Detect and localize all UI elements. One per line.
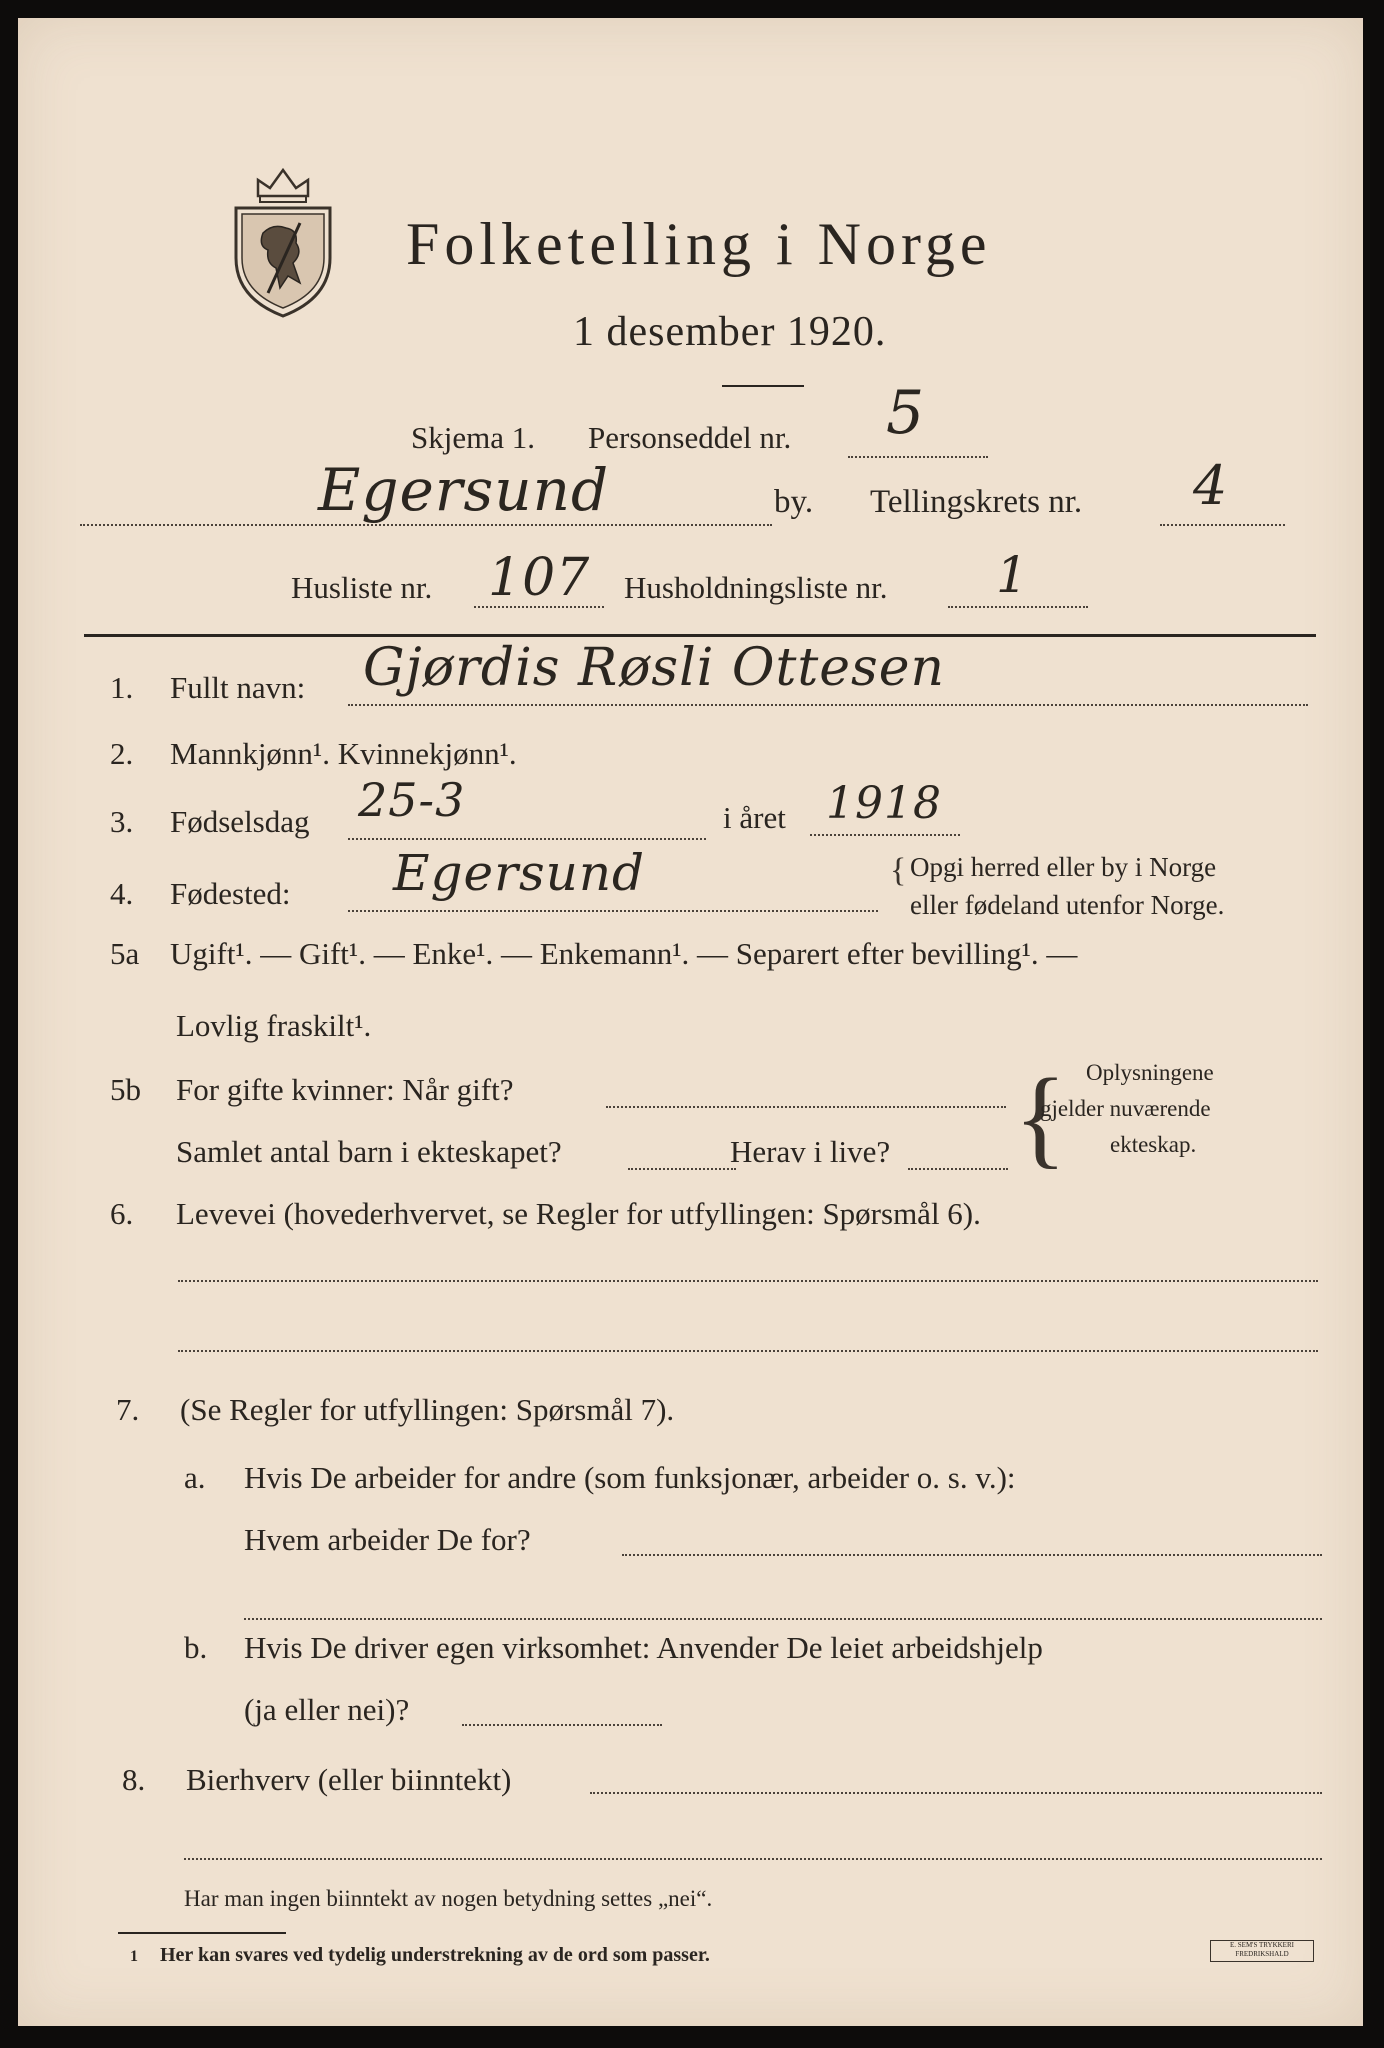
q1-number: 1. bbox=[110, 670, 134, 705]
q7a-field-line-1 bbox=[622, 1554, 1322, 1556]
q2-number: 2. bbox=[110, 736, 134, 771]
q7-number: 7. bbox=[116, 1392, 140, 1427]
census-date: 1 desember 1920. bbox=[573, 309, 887, 355]
husholdning-label: Husholdningsliste nr. bbox=[624, 570, 888, 605]
q5b-note-line2: gjelder nuværende bbox=[1040, 1096, 1211, 1121]
q8-number: 8. bbox=[122, 1762, 146, 1797]
q2-label: Mannkjønn¹. Kvinnekjønn¹. bbox=[170, 736, 517, 771]
footnote-number: 1 bbox=[130, 1948, 138, 1965]
q4-note-line2: eller fødeland utenfor Norge. bbox=[910, 890, 1225, 920]
form-title: Folketelling i Norge bbox=[406, 211, 992, 277]
husholdning-field-line bbox=[948, 606, 1088, 608]
printer-mark: E. SEM'S TRYKKERI FREDRIKSHALD bbox=[1210, 1940, 1314, 1962]
q5b-children-field-line bbox=[628, 1168, 736, 1170]
q5b-note-line1: Oplysningene bbox=[1086, 1060, 1214, 1085]
q3-year-value[interactable]: 1918 bbox=[826, 778, 942, 829]
q4-birthplace-value[interactable]: Egersund bbox=[393, 844, 646, 902]
q3-day-field-line bbox=[348, 838, 706, 840]
q5b-label-married: For gifte kvinner: Når gift? bbox=[176, 1072, 514, 1107]
q6-number: 6. bbox=[110, 1196, 134, 1231]
personseddel-value[interactable]: 5 bbox=[886, 378, 926, 448]
husliste-label: Husliste nr. bbox=[291, 570, 433, 605]
skjema-label: Skjema 1. bbox=[411, 420, 535, 455]
q1-label: Fullt navn: bbox=[170, 670, 306, 705]
q3-label: Fødselsdag bbox=[170, 804, 310, 839]
by-label: by. bbox=[774, 484, 814, 520]
q6-field-line-1 bbox=[178, 1280, 1318, 1282]
footnote-rule bbox=[118, 1932, 286, 1934]
q6-label: Levevei (hovederhvervet, se Regler for utfyllingen: Spørsmål 6). bbox=[176, 1196, 981, 1231]
q7a-field-line-2 bbox=[244, 1618, 1322, 1620]
q7a-letter: a. bbox=[184, 1460, 206, 1495]
q5b-label-children: Samlet antal barn i ekteskapet? bbox=[176, 1134, 562, 1169]
q7a-line2: Hvem arbeider De for? bbox=[244, 1522, 531, 1557]
header-rule bbox=[84, 634, 1316, 637]
q5b-label-alive: Herav i live? bbox=[730, 1134, 891, 1169]
q4-number: 4. bbox=[110, 876, 134, 911]
q5b-note-line3: ekteskap. bbox=[1110, 1132, 1197, 1157]
q5a-number: 5a bbox=[110, 936, 140, 971]
q3-year-field-line bbox=[810, 834, 960, 836]
q8-field-line-2 bbox=[184, 1858, 1322, 1860]
husholdning-value[interactable]: 1 bbox=[996, 546, 1029, 604]
city-field-line bbox=[80, 524, 772, 526]
personseddel-field-line bbox=[848, 456, 988, 458]
coat-of-arms-icon bbox=[228, 158, 338, 318]
q4-note-brace: { bbox=[890, 852, 907, 889]
q5b-note-brace: { bbox=[1014, 1056, 1067, 1178]
personseddel-label: Personseddel nr. bbox=[588, 420, 792, 455]
footnote-text: Her kan svares ved tydelig understrekning av de ord som passer. bbox=[160, 1944, 710, 1966]
tellingskrets-label: Tellingskrets nr. bbox=[870, 484, 1083, 520]
biinntekt-note: Har man ingen biinntekt av nogen betydning settes „nei“. bbox=[184, 1886, 713, 1911]
q5b-married-field-line bbox=[606, 1106, 1006, 1108]
q5b-alive-field-line bbox=[908, 1168, 1008, 1170]
q7a-line1: Hvis De arbeider for andre (som funksjonær, arbeider o. s. v.): bbox=[244, 1460, 1016, 1495]
q7b-line1: Hvis De driver egen virksomhet: Anvender De leiet arbeidshjelp bbox=[244, 1630, 1043, 1665]
q5a-line1: Ugift¹. — Gift¹. — Enke¹. — Enkemann¹. — Separert efter bevilling¹. — bbox=[170, 936, 1078, 971]
q8-label: Bierhverv (eller biinntekt) bbox=[186, 1762, 512, 1797]
q7-label: (Se Regler for utfyllingen: Spørsmål 7). bbox=[180, 1392, 675, 1427]
q4-field-line bbox=[348, 910, 878, 912]
q7b-line2: (ja eller nei)? bbox=[244, 1692, 410, 1727]
q3-year-label: i året bbox=[723, 800, 786, 835]
q3-day-value[interactable]: 25-3 bbox=[358, 773, 466, 827]
q3-number: 3. bbox=[110, 804, 134, 839]
city-value[interactable]: Egersund bbox=[318, 456, 610, 524]
q7b-field-line bbox=[462, 1724, 662, 1726]
q8-field-line-1 bbox=[590, 1792, 1322, 1794]
q1-field-line bbox=[348, 704, 1308, 706]
husliste-value[interactable]: 107 bbox=[488, 548, 591, 608]
q4-note-line1: Opgi herred eller by i Norge bbox=[910, 852, 1217, 882]
q5a-line2: Lovlig fraskilt¹. bbox=[176, 1008, 372, 1043]
q7b-letter: b. bbox=[184, 1630, 208, 1665]
title-divider bbox=[722, 385, 804, 387]
q5b-number: 5b bbox=[110, 1072, 141, 1107]
q1-name-value[interactable]: Gjørdis Røsli Ottesen bbox=[363, 638, 946, 698]
q6-field-line-2 bbox=[178, 1350, 1318, 1352]
census-form-sheet bbox=[18, 18, 1363, 2026]
tellingskrets-value[interactable]: 4 bbox=[1193, 454, 1229, 517]
q4-label: Fødested: bbox=[170, 876, 291, 911]
tellingskrets-field-line bbox=[1160, 524, 1285, 526]
